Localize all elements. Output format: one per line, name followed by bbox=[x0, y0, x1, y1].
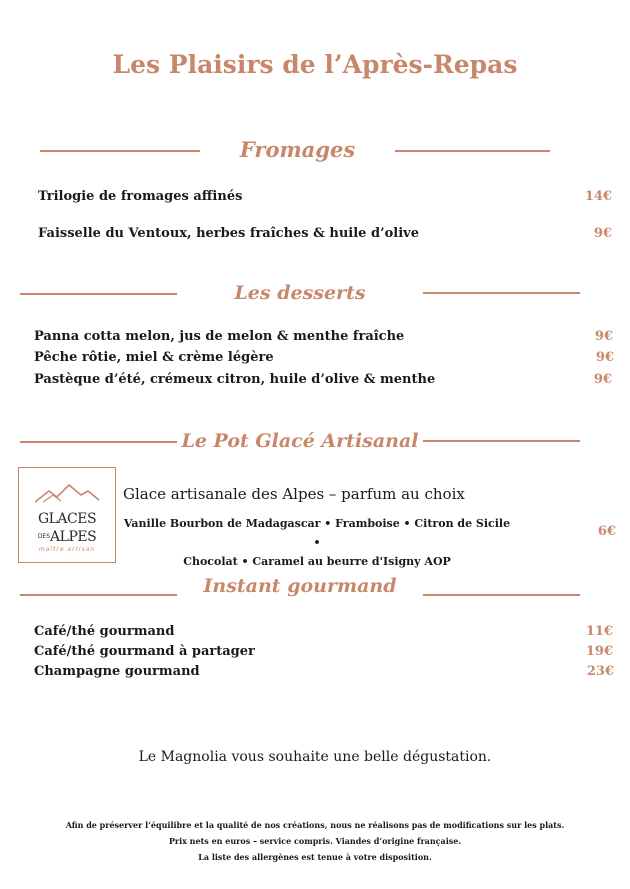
menu-item: Café/thé gourmand à partager bbox=[34, 644, 255, 659]
logo-line1: GLACES bbox=[37, 511, 97, 527]
page-title: Les Plaisirs de l’Après-Repas bbox=[112, 50, 518, 79]
menu-item: Pastèque d’été, crémeux citron, huile d’olive & menthe bbox=[34, 372, 436, 387]
menu-price: 6€ bbox=[597, 524, 616, 539]
section-title-pot-glace: Le Pot Glacé Artisanal bbox=[181, 430, 419, 452]
menu-item: Café/thé gourmand bbox=[34, 624, 175, 639]
divider-right bbox=[423, 440, 580, 442]
footer-line: Prix nets en euros – service compris. Viandes d’origine française. bbox=[168, 836, 462, 846]
footer-line: Afin de préserver l’équilibre et la qualité de nos créations, nous ne réalisons pas de modifications sur les plats. bbox=[65, 820, 565, 830]
section-title-desserts: Les desserts bbox=[234, 282, 366, 304]
flavors-line: Chocolat • Caramel au beurre d'Isigny AOP bbox=[183, 555, 451, 568]
menu-item: Panna cotta melon, jus de melon & menthe fraîche bbox=[34, 329, 405, 344]
footer-line: La liste des allergènes est tenue à votre disposition. bbox=[198, 852, 432, 862]
divider-right bbox=[395, 150, 550, 152]
logo-line2 bbox=[19, 526, 115, 545]
product-title: Glace artisanale des Alpes – parfum au choix bbox=[123, 485, 465, 503]
divider-left bbox=[40, 150, 200, 152]
flavors-list bbox=[122, 514, 512, 571]
menu-price: 9€ bbox=[593, 226, 612, 241]
section-title-instant: Instant gourmand bbox=[203, 575, 397, 597]
menu-price: 14€ bbox=[584, 189, 612, 204]
divider-left bbox=[20, 293, 177, 295]
menu-item: Champagne gourmand bbox=[34, 664, 200, 679]
menu-price: 9€ bbox=[594, 329, 613, 344]
divider-left bbox=[20, 441, 177, 443]
menu-price: 9€ bbox=[593, 372, 612, 387]
menu-price: 11€ bbox=[585, 624, 613, 639]
menu-price: 23€ bbox=[586, 664, 614, 679]
divider-right bbox=[423, 292, 580, 294]
section-title-fromages: Fromages bbox=[239, 137, 356, 162]
closing-message: Le Magnolia vous souhaite une belle dégustation. bbox=[138, 749, 492, 765]
divider-left bbox=[20, 594, 177, 596]
menu-price: 9€ bbox=[595, 350, 614, 365]
menu-price: 19€ bbox=[585, 644, 613, 659]
menu-item: Trilogie de fromages affinés bbox=[38, 189, 243, 204]
logo-des: DES bbox=[37, 533, 51, 540]
divider-right bbox=[423, 594, 580, 596]
footer-notes bbox=[0, 817, 630, 865]
mountain-icon bbox=[33, 482, 101, 504]
brand-logo bbox=[18, 467, 116, 563]
flavors-line: Vanille Bourbon de Madagascar • Framboise • Citron de Sicile • bbox=[123, 517, 511, 549]
menu-item: Pêche rôtie, miel & crème légère bbox=[34, 350, 274, 365]
menu-item: Faisselle du Ventoux, herbes fraîches & huile d’olive bbox=[38, 226, 419, 241]
logo-subtitle: maître artisan bbox=[38, 546, 96, 553]
logo-alpes: ALPES bbox=[50, 529, 97, 545]
